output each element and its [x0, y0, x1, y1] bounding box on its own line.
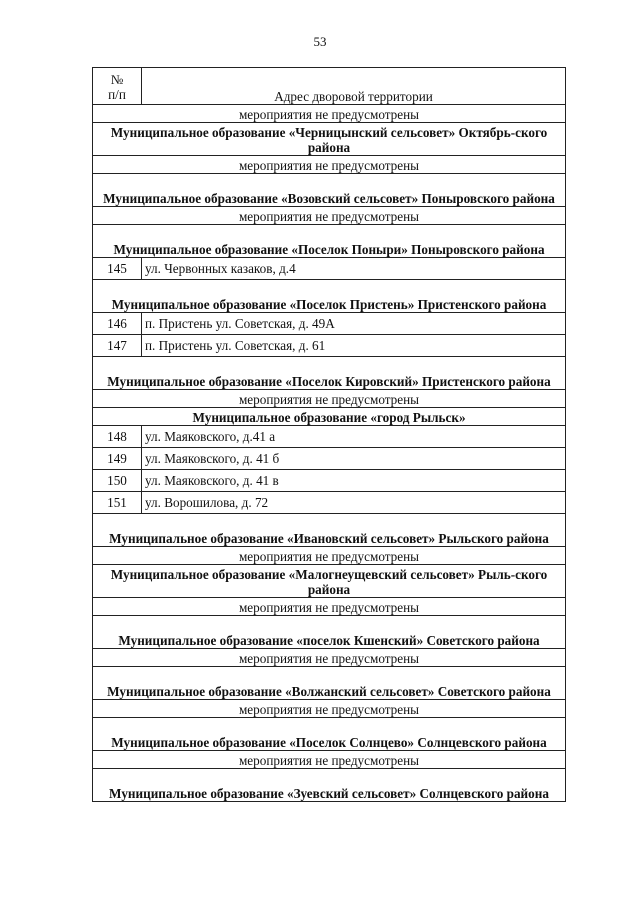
note-row [93, 751, 566, 769]
row-number: 146 [93, 313, 142, 335]
section-heading-row [93, 280, 566, 313]
row-number: 149 [93, 448, 142, 470]
note-row [93, 598, 566, 616]
header-number-cell: № п/п [93, 68, 142, 105]
note-row [93, 649, 566, 667]
row-address: п. Пристень ул. Советская, д. 61 [142, 335, 566, 357]
note-text: мероприятия не предусмотрены [93, 649, 566, 667]
section-heading-row [93, 357, 566, 390]
section-heading: Муниципальное образование «Волжанский сельсовет» Советского района [93, 667, 566, 700]
row-address: ул. Маяковского, д. 41 в [142, 470, 566, 492]
note-row [93, 207, 566, 225]
table-row [93, 313, 566, 335]
section-heading: Муниципальное образование «Поселок Солнцево» Солнцевского района [93, 718, 566, 751]
section-heading: Муниципальное образование «Черницынский сельсовет» Октябрь-ского района [93, 123, 566, 156]
section-heading: Муниципальное образование «Зуевский сельсовет» Солнцевского района [93, 769, 566, 802]
section-heading-row [93, 225, 566, 258]
section-heading-row [93, 667, 566, 700]
section-heading: Муниципальное образование «город Рыльск» [93, 408, 566, 426]
note-row [93, 700, 566, 718]
table-header-row [93, 68, 566, 105]
note-row [93, 547, 566, 565]
section-heading: Муниципальное образование «поселок Кшенский» Советского района [93, 616, 566, 649]
address-table-body [93, 68, 566, 802]
table-row [93, 492, 566, 514]
section-heading-row [93, 616, 566, 649]
section-heading-row [93, 123, 566, 156]
row-address: ул. Маяковского, д.41 а [142, 426, 566, 448]
table-row [93, 470, 566, 492]
section-heading-row [93, 174, 566, 207]
note-row [93, 390, 566, 408]
row-address: ул. Червонных казаков, д.4 [142, 258, 566, 280]
row-address: ул. Маяковского, д. 41 б [142, 448, 566, 470]
note-row [93, 105, 566, 123]
table-row [93, 258, 566, 280]
row-address: п. Пристень ул. Советская, д. 49А [142, 313, 566, 335]
section-heading: Муниципальное образование «Возовский сельсовет» Поныровского района [93, 174, 566, 207]
note-text: мероприятия не предусмотрены [93, 547, 566, 565]
note-text: мероприятия не предусмотрены [93, 105, 566, 123]
note-text: мероприятия не предусмотрены [93, 390, 566, 408]
row-number: 148 [93, 426, 142, 448]
note-row [93, 156, 566, 174]
section-heading: Муниципальное образование «Поселок Пристень» Пристенского района [93, 280, 566, 313]
row-number: 151 [93, 492, 142, 514]
table-row [93, 426, 566, 448]
page-number: 53 [313, 34, 327, 49]
section-heading-row [93, 408, 566, 426]
section-heading-row [93, 769, 566, 802]
header-address-cell: Адрес дворовой территории [142, 68, 566, 105]
table-row [93, 448, 566, 470]
section-heading: Муниципальное образование «Поселок Кировский» Пристенского района [93, 357, 566, 390]
note-text: мероприятия не предусмотрены [93, 207, 566, 225]
note-text: мероприятия не предусмотрены [93, 700, 566, 718]
row-address: ул. Ворошилова, д. 72 [142, 492, 566, 514]
address-table [92, 67, 566, 802]
section-heading: Муниципальное образование «Ивановский сельсовет» Рыльского района [93, 514, 566, 547]
row-number: 147 [93, 335, 142, 357]
section-heading: Муниципальное образование «Поселок Поныри» Поныровского района [93, 225, 566, 258]
section-heading-row [93, 514, 566, 547]
section-heading-row [93, 565, 566, 598]
note-text: мероприятия не предусмотрены [93, 598, 566, 616]
section-heading-row [93, 718, 566, 751]
note-text: мероприятия не предусмотрены [93, 751, 566, 769]
section-heading: Муниципальное образование «Малогнеущевский сельсовет» Рыль-ского района [93, 565, 566, 598]
row-number: 150 [93, 470, 142, 492]
table-row [93, 335, 566, 357]
row-number: 145 [93, 258, 142, 280]
note-text: мероприятия не предусмотрены [93, 156, 566, 174]
